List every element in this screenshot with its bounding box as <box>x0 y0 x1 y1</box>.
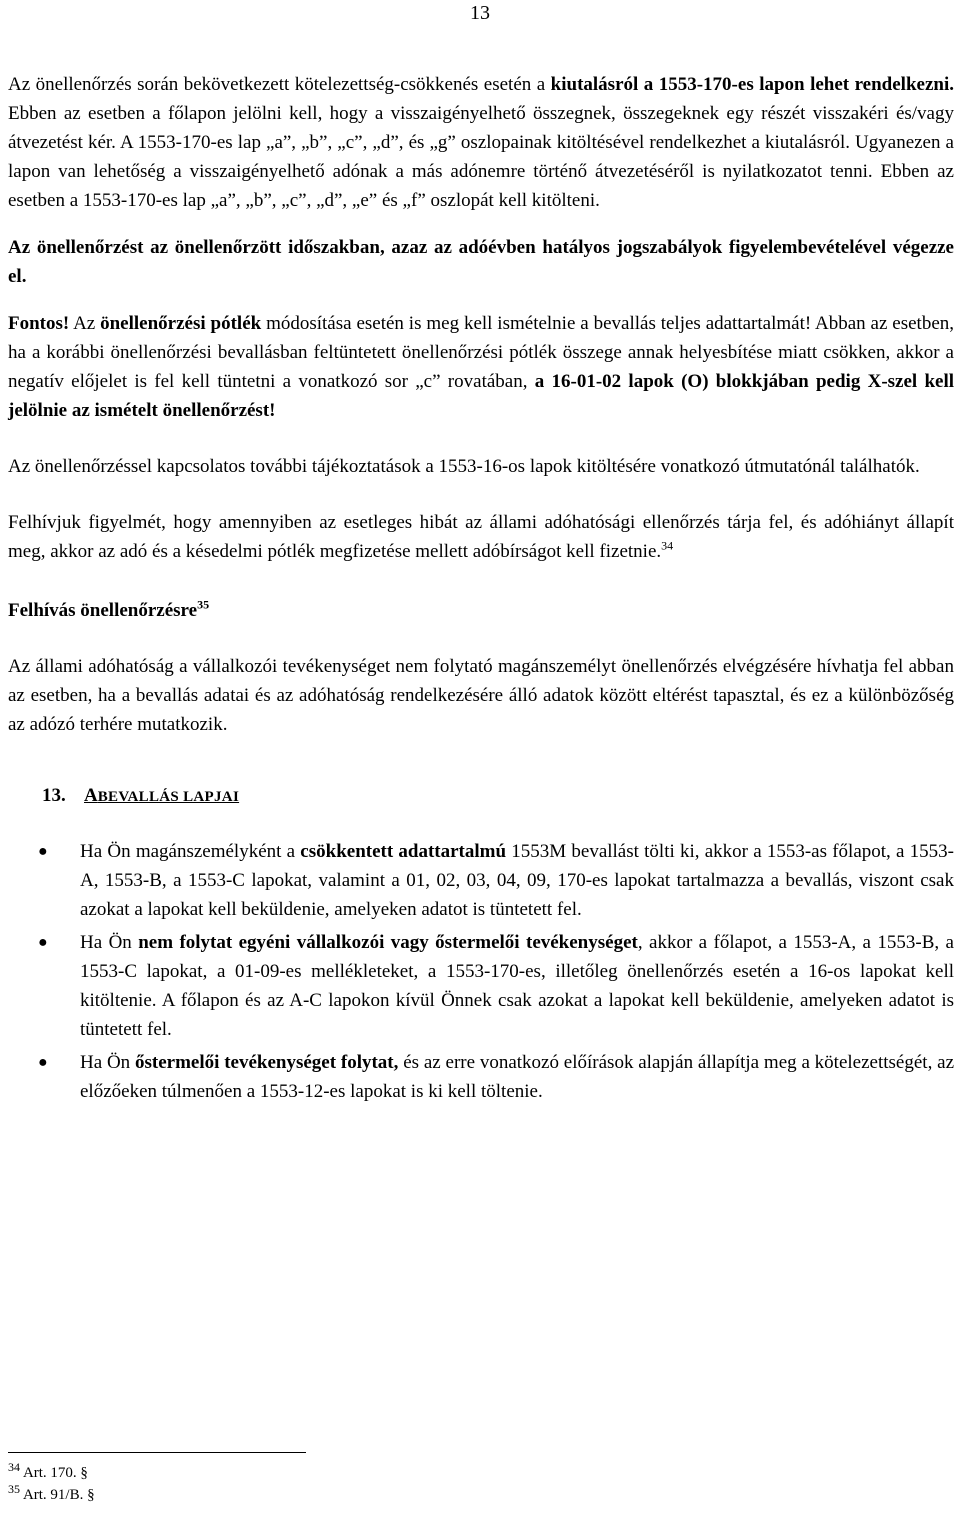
paragraph-text: Ebben az esetben a főlapon jelölni kell, hogy a visszaigényelhető összegnek, összegeknek egy részét visszakéri és/vagy átvezetést kér. A 1553-170-es lap „a”, „b”, „c”, „d”, és „g” oszlopainak kitöltésével rendelkezhet a kiutalásról. Ugyanezen a lapon van lehetőség a visszaigényelhető adónak a más adónemre történő átvezetéséről is nyilatkozatot tenni. Ebben az esetben a 1553-170-es lap „a”, „b”, „c”, „d”, „e” és „f” oszlopát kell kitölteni. <box>8 103 954 211</box>
chapter-number: 13. <box>42 785 66 806</box>
footnote <box>8 1484 95 1506</box>
paragraph-further-info: Az önellenőrzéssel kapcsolatos további tájékoztatások a 1553-16-os lapok kitöltésére vonatkozó útmutatónál találhatók. <box>8 456 920 477</box>
bold-text: őstermelői tevékenységet folytat, <box>135 1052 399 1073</box>
bold-text: Fontos! <box>8 313 70 334</box>
bold-text: kiutalásról a 1553-170-es lapon lehet rendelkezni. <box>550 74 954 95</box>
chapter-title <box>42 781 954 812</box>
paragraph-refund <box>8 70 954 215</box>
footnote-number: 34 <box>8 1460 20 1474</box>
bullet-list <box>8 837 954 1106</box>
bullet-icon: ● <box>38 843 48 860</box>
footnote-ref: 35 <box>197 597 210 612</box>
paragraph-text: Felhívjuk figyelmét, hogy amennyiben az esetleges hibát az állami adóhatósági ellenőrzés tárja fel, és adóhiányt állapít meg, akkor az adó és a késedelmi pótlék megfizetése mellett adóbírságot kell fizetnie. <box>8 512 954 562</box>
paragraph-period-rule: Az önellenőrzést az önellenőrzött időszakban, azaz az adóévben hatályos jogszabályok figyelembevételével végezze el. <box>8 237 954 287</box>
paragraph-penalty <box>8 508 954 566</box>
list-item <box>8 837 954 924</box>
document-body <box>8 70 954 1110</box>
section-heading <box>8 596 954 625</box>
list-item <box>8 1048 954 1106</box>
footnote-ref: 34 <box>661 538 674 553</box>
bold-text: a 16-01-02 lapok (O) blokkjában pedig X-szel kell jelölnie az ismételt önellenőrzést! <box>8 371 955 421</box>
bullet-icon: ● <box>38 934 48 951</box>
chapter-title-rest: BEVALLÁS LAPJAI <box>97 789 240 805</box>
page-number: 13 <box>470 2 490 24</box>
item-text: , akkor a főlapot, a 1553-A, a 1553-B, a 1553-C lapokat, a 01-09-es mellékleteket, a 1553-170-es, illetőleg önellenőrzés esetén a 16-os lapokat kell kitöltenie. A főlapon és az A-C lapokon kívül Önnek csak azokat a lapokat kell beküldenie, amelyeken adatot is tüntetett fel. <box>80 932 954 1040</box>
footnote <box>8 1462 95 1484</box>
paragraph-important <box>8 309 954 425</box>
item-text: és az erre vonatkozó előírások alapján állapítja meg a kötelezettségét, az előzőeken túlmenően a 1553-12-es lapokat is ki kell töltenie. <box>80 1052 954 1102</box>
bold-text: nem folytat egyéni vállalkozói vagy őstermelői tevékenységet <box>138 932 638 953</box>
bold-text: csökkentett adattartalmú <box>300 841 507 862</box>
paragraph-text: Az <box>69 313 101 334</box>
item-text: Ha Ön magánszemélyként a <box>80 841 301 862</box>
paragraph-text: Az önellenőrzés során bekövetkezett kötelezettség-csökkenés esetén a <box>8 74 551 95</box>
paragraph-invitation: Az állami adóhatóság a vállalkozói tevékenységet nem folytató magánszemélyt önellenőrzés elvégzésére hívhatja fel abban az esetben, ha a bevallás adatai és az adóhatóság rendelkezésére álló adatok között eltérést tapasztal, és ez a különbözőség az adózó terhére mutatkozik. <box>8 656 954 735</box>
footnote-text: Art. 170. § <box>22 1465 88 1481</box>
footnotes <box>8 1462 95 1506</box>
bullet-icon: ● <box>38 1054 48 1071</box>
item-text: Ha Ön <box>80 1052 135 1073</box>
footnote-divider <box>8 1452 306 1453</box>
chapter-title-initial: A <box>84 785 98 806</box>
item-text: Ha Ön <box>80 932 139 953</box>
item-text: 1553M bevallást tölti ki, akkor a 1553-as főlapot, a 1553-A, 1553-B, a 1553-C lapokat, valamint a 01, 02, 03, 04, 09, 170-es lapokat tartalmazza a bevallás, viszont csak azokat a lapokat kell beküldenie, amelyeken adatot is tüntetett fel. <box>80 841 954 920</box>
footnote-number: 35 <box>8 1482 20 1496</box>
footnote-text: Art. 91/B. § <box>22 1487 95 1503</box>
heading-text: Felhívás önellenőrzésre <box>8 600 198 621</box>
paragraph-text: módosítása esetén is meg kell ismételnie a bevallás teljes adattartalmát! Abban az esetben, ha a korábbi önellenőrzési bevallásban feltüntetett önellenőrzési pótlék összege annak helyesbítése miatt csökken, akkor a negatív előjelet is fel kell tüntetni a vonatkozó sor „c” rovatában, <box>8 313 955 392</box>
list-item <box>8 928 954 1044</box>
bold-text: önellenőrzési pótlék <box>100 313 262 334</box>
